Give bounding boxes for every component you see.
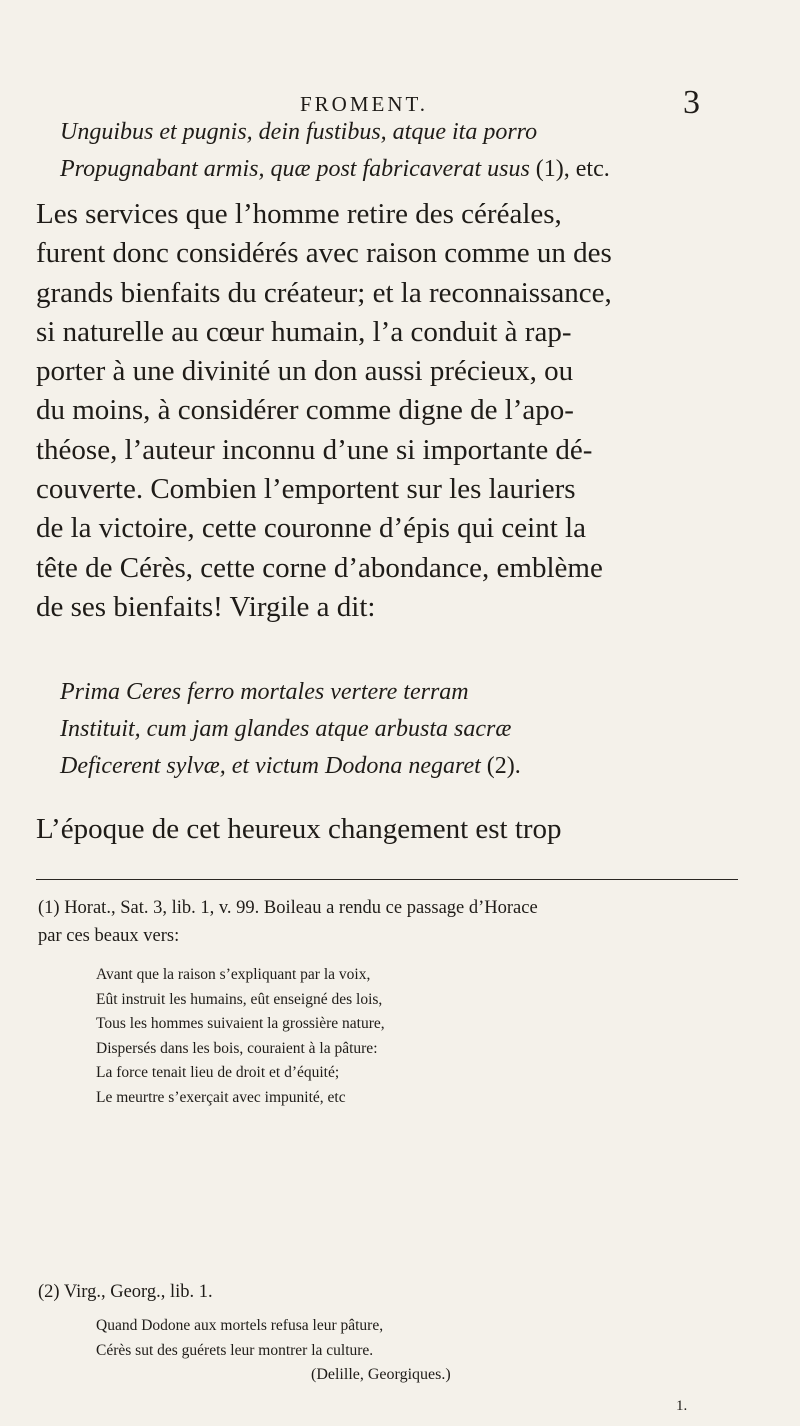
- footnote-ref: (1), etc.: [535, 156, 610, 182]
- verse-line: [60, 151, 610, 188]
- text-line: de ses bienfaits! Virgile a dit:: [36, 590, 376, 623]
- verse-line: Prima Ceres ferro mortales vertere terram: [60, 679, 469, 705]
- footnote-line: (1) Horat., Sat. 3, lib. 1, v. 99. Boileau a rendu ce passage d’Horace: [38, 898, 538, 918]
- boileau-quote: [96, 963, 385, 1111]
- text-line: de la victoire, cette couronne d’épis qui ceint la: [36, 512, 586, 545]
- text-line: du moins, à considérer comme digne de l’apo-: [36, 394, 574, 427]
- text-line: porter à une divinité un don aussi précieux, ou: [36, 355, 574, 388]
- footnote-2: [38, 1278, 213, 1306]
- quote-line: Le meurtre s’exerçait avec impunité, etc: [96, 1088, 346, 1106]
- quote-line: Cérès sut des guérets leur montrer la culture.: [96, 1341, 374, 1359]
- footnote-line: par ces beaux vers:: [38, 926, 180, 946]
- footnote-rule: [36, 879, 738, 880]
- text-line: L’époque de cet heureux changement est trop: [36, 813, 562, 845]
- footnote-line: (2) Virg., Georg., lib. 1.: [38, 1282, 213, 1302]
- quote-line: La force tenait lieu de droit et d’équité;: [96, 1064, 340, 1082]
- delille-quote: [96, 1314, 383, 1363]
- text-line: furent donc considérés avec raison comme un des: [36, 237, 612, 270]
- signature-mark: 1.: [676, 1398, 688, 1414]
- verse-line-text: Deficerent sylvæ, et victum Dodona negaret: [60, 753, 481, 779]
- verse-line: Instituit, cum jam glandes atque arbusta sacræ: [60, 716, 512, 742]
- text-line: si naturelle au cœur humain, l’a conduit à rap-: [36, 315, 572, 348]
- verse-line: Unguibus et pugnis, dein fustibus, atque ita porro: [60, 119, 538, 145]
- paragraph-continued: [36, 810, 738, 849]
- quote-line: Quand Dodone aux mortels refusa leur pâture,: [96, 1317, 384, 1334]
- running-title: FROMENT.: [300, 92, 429, 116]
- quote-line: Eût instruit les humains, eût enseigné des lois,: [96, 990, 383, 1008]
- horace-verse: [60, 114, 610, 188]
- text-line: tête de Cérès, cette corne d’abondance, emblème: [36, 551, 603, 584]
- text-line: grands bienfaits du créateur; et la reconnaissance,: [36, 276, 612, 309]
- paragraph-main: [36, 195, 738, 627]
- page-number: 3: [683, 84, 700, 121]
- quote-line: Dispersés dans les bois, couraient à la pâture:: [96, 1039, 378, 1057]
- verse-line: [60, 748, 521, 785]
- text-line: couverte. Combien l’emportent sur les lauriers: [36, 473, 576, 506]
- footnote-ref: (2).: [486, 753, 521, 779]
- delille-attribution: (Delille, Georgiques.): [311, 1366, 451, 1383]
- text-line: théose, l’auteur inconnu d’une si importante dé-: [36, 433, 593, 466]
- quote-line: Tous les hommes suivaient la grossière nature,: [96, 1015, 385, 1033]
- virgil-verse: [60, 674, 521, 785]
- text-line: Les services que l’homme retire des céréales,: [36, 198, 562, 230]
- footnote-1: [38, 894, 538, 950]
- quote-line: Avant que la raison s’expliquant par la voix,: [96, 966, 371, 983]
- verse-line-text: Propugnabant armis, quæ post fabricaverat usus: [60, 156, 530, 182]
